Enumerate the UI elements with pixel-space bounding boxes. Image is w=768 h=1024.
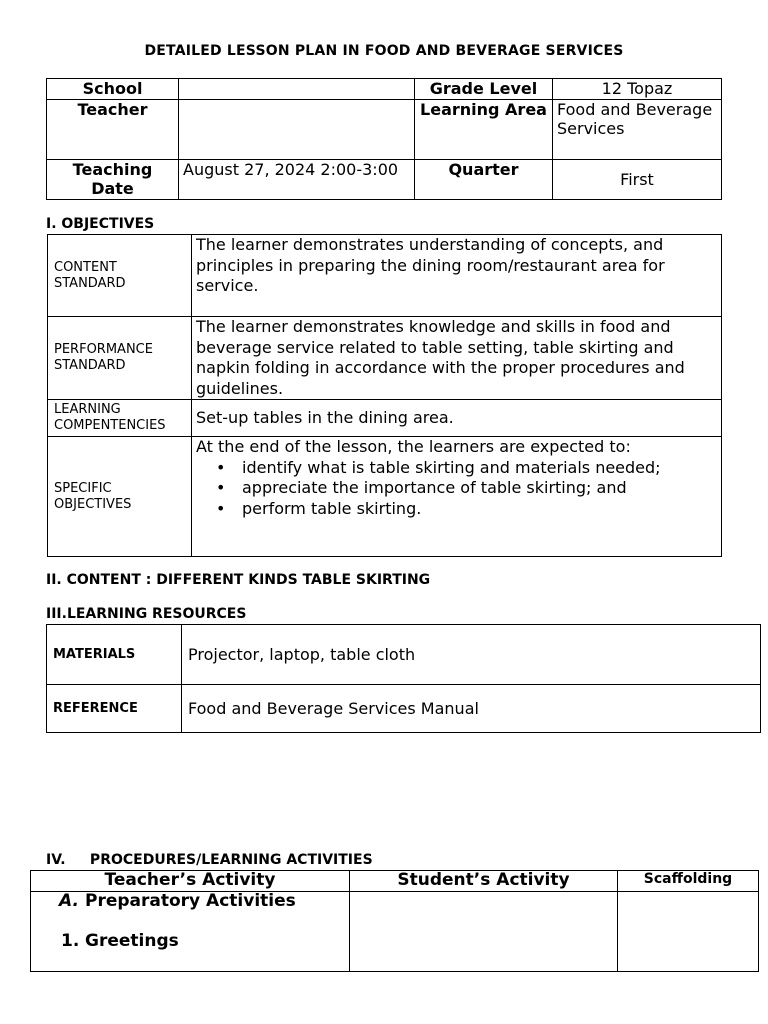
objectives-table <box>47 234 722 557</box>
learning-resources-heading: III.LEARNING RESOURCES <box>46 606 247 622</box>
teacher-activity-header: Teacher’s Activity <box>31 871 350 892</box>
scaffolding-header: Scaffolding <box>618 871 759 892</box>
grade-level-label: Grade Level <box>415 79 553 100</box>
materials-value: Projector, laptop, table cloth <box>182 625 761 685</box>
teaching-date-value: August 27, 2024 2:00-3:00 <box>179 160 415 200</box>
teacher-label: Teacher <box>47 100 179 160</box>
procedure-item-1 <box>35 932 345 951</box>
procedures-table <box>30 870 759 972</box>
school-label: School <box>47 79 179 100</box>
quarter-label: Quarter <box>415 160 553 200</box>
school-value <box>179 79 415 100</box>
list-item: • perform table skirting. <box>242 499 717 520</box>
list-item: • appreciate the importance of table skirting; and <box>242 478 717 499</box>
specific-objectives-label: SPECIFIC OBJECTIVES <box>48 437 192 557</box>
learning-competencies-text: Set-up tables in the dining area. <box>192 400 722 437</box>
content-heading: II. CONTENT : DIFFERENT KINDS TABLE SKIRTING <box>46 572 431 588</box>
reference-value: Food and Beverage Services Manual <box>182 685 761 733</box>
list-item: • identify what is table skirting and materials needed; <box>242 458 717 479</box>
specific-objectives-cell <box>192 437 722 557</box>
teacher-value <box>179 100 415 160</box>
teacher-activity-cell <box>31 892 350 972</box>
procedure-item-1-label: Greetings <box>85 931 179 951</box>
teaching-date-label: Teaching Date <box>47 160 179 200</box>
procedure-item-1-number: 1. <box>61 931 80 951</box>
procedure-item-a-label: Preparatory Activities <box>85 891 296 911</box>
specific-objectives-intro: At the end of the lesson, the learners are expected to: <box>196 437 631 456</box>
learning-area-label: Learning Area <box>415 100 553 160</box>
document-title: DETAILED LESSON PLAN IN FOOD AND BEVERAGE SERVICES <box>144 43 624 59</box>
content-standard-text: The learner demonstrates understanding of concepts, and principles in preparing the dining room/restaurant area for service. <box>192 235 722 317</box>
learning-competencies-label: LEARNING COMPENTENCIES <box>48 400 192 437</box>
procedures-heading: IV. PROCEDURES/LEARNING ACTIVITIES <box>46 852 373 868</box>
grade-level-value: 12 Topaz <box>553 79 722 100</box>
procedure-item-a-number: A. <box>59 891 79 911</box>
learning-area-value: Food and Beverage Services <box>553 100 722 160</box>
objectives-heading: I. OBJECTIVES <box>46 216 155 232</box>
content-standard-label: CONTENT STANDARD <box>48 235 192 317</box>
scaffolding-cell <box>618 892 759 972</box>
quarter-value: First <box>553 160 722 200</box>
procedure-item-a <box>35 892 345 911</box>
learning-resources-table <box>46 624 761 733</box>
student-activity-cell <box>350 892 618 972</box>
specific-objectives-list <box>196 458 717 520</box>
reference-label: REFERENCE <box>47 685 182 733</box>
materials-label: MATERIALS <box>47 625 182 685</box>
header-info-table <box>46 78 722 200</box>
performance-standard-label: PERFORMANCE STANDARD <box>48 317 192 400</box>
performance-standard-text: The learner demonstrates knowledge and skills in food and beverage service related to table setting, table skirting and napkin folding in accordance with the proper procedures and guidelines. <box>192 317 722 400</box>
student-activity-header: Student’s Activity <box>350 871 618 892</box>
